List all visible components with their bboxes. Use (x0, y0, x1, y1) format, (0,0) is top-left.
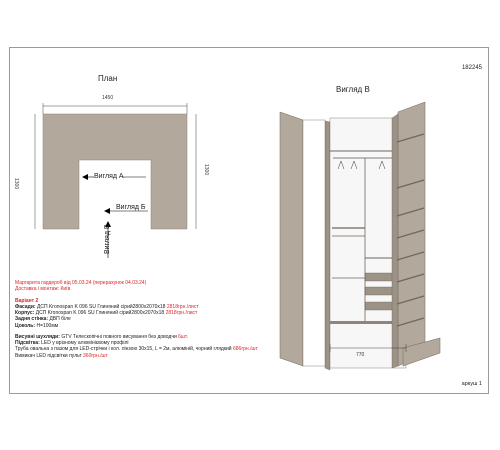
plan-view-a-label: Вигляд А (94, 173, 124, 180)
notes-variant: Варіант 2 (15, 297, 39, 304)
notes-rod: Труба овальна з пазом для LED-стрічки і кол. лінзою 30x15, L = 2м, алюміній, чорний глядкий 686грн./шт (15, 346, 258, 353)
plan-height-dimension-left: 1300 (13, 178, 19, 190)
elevation-width-dimension: 770 (356, 352, 365, 358)
notes-title: Маргарита гардероб від 05.03.24 (перерахунок 04.03.24) (15, 280, 147, 286)
notes-plinth: Цоколь: H=100мм (15, 322, 59, 329)
order-number: 182245 (461, 65, 482, 71)
sheet-number: аркуш 1 (461, 380, 482, 387)
plan-view-b-label: Вигляд Б (116, 204, 146, 211)
plan-view-v-label: Вигляд В (104, 224, 111, 254)
plan-u-shape (43, 114, 187, 229)
notes-body: Корпус: ДСП Kronospan K 096 SU Глиняний сірий2800x2070x18 2818грн./лист (15, 310, 198, 316)
plan-drawing (35, 103, 196, 258)
notes-block (15, 280, 258, 359)
plan-height-dimension-right: 1300 (203, 164, 209, 176)
notes-delivery: Доставка і монтаж: Київ (15, 286, 71, 293)
elevation-title: Вигляд В (336, 85, 370, 94)
plan-title: План (98, 74, 118, 83)
notes-facade: Фасади: ДСП Kronospan K 096 SU Глиняний сірий2800x2070x18 2818грн./лист (15, 303, 199, 310)
drawing-sheet (9, 47, 489, 394)
notes-switch: Вимикач LED підсвітки пульт 360грн./шт (15, 352, 108, 359)
elevation-drawing (280, 102, 440, 370)
notes-light: Підсвітка: LED у врізному алюмінієвому профілі (15, 340, 129, 346)
notes-rails: Висувні шухляди: GTV Телескопічні повного висування без доводчи 6шт. (15, 333, 189, 340)
plan-width-dimension: 1450 (102, 95, 114, 101)
notes-back: Задня стінка: ДВП біле (15, 316, 71, 323)
